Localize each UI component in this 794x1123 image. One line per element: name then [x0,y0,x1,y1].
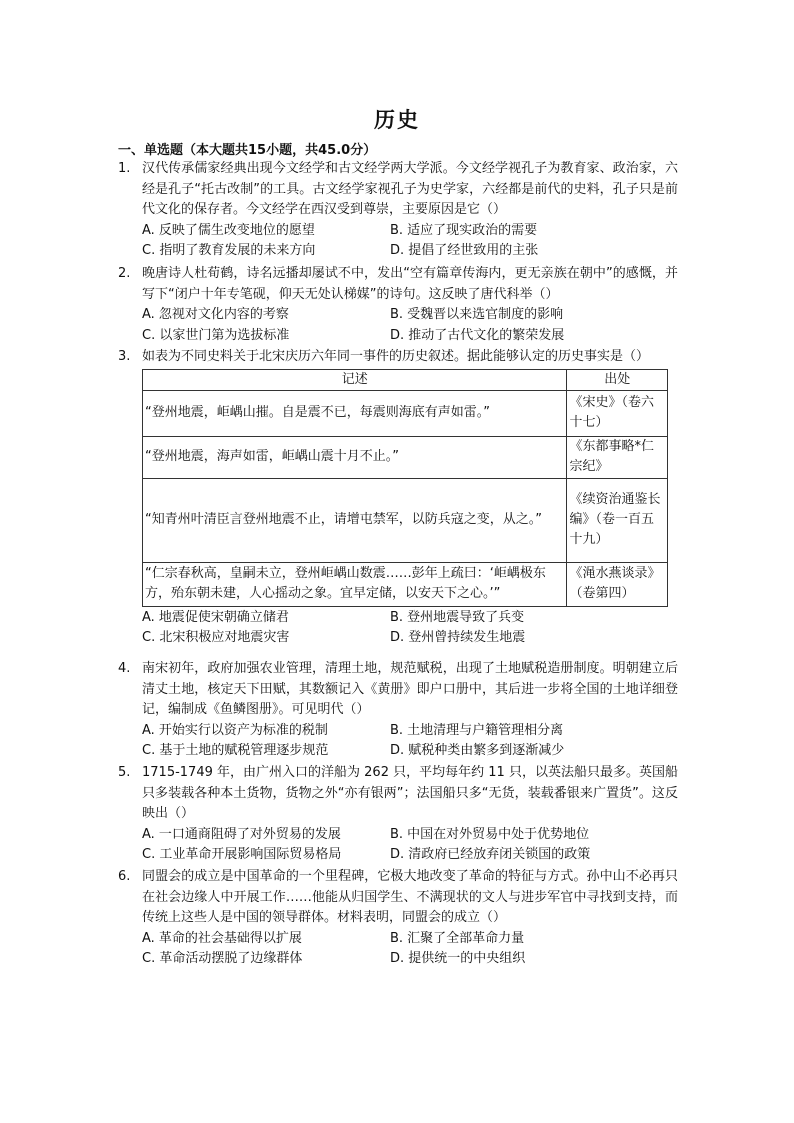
table-cell-source: 《渑水燕谈录》（卷第四） [567,562,668,606]
option-d[interactable]: D. 登州曾持续发生地震 [390,630,526,645]
section-count: 15 [248,143,267,158]
table-header-record: 记述 [143,369,567,390]
option-c[interactable]: C. 革命活动摆脱了边缘群体 [142,951,303,966]
option-list [142,305,678,346]
question-number: 1. [118,161,131,176]
option-b[interactable]: B. 土地清理与户籍管理相分离 [390,722,564,738]
question-stem: 晚唐诗人杜荀鹤，诗名远播却屡试不中，发出“空有篇章传海内，更无亲族在朝中”的感慨，并写下“闭户十年专笔砚，仰天无处认梯媒”的诗句。这反映了唐代科举（） [142,266,678,302]
option-d[interactable]: D. 推动了古代文化的繁荣发展 [390,327,565,343]
table-cell-source: 《续资治通鉴长编》（卷一百五十九） [567,478,668,562]
question-number: 4. [118,661,131,676]
table-cell-record: “登州地震，海声如雷，岠嵎山震十月不止。” [143,436,567,478]
option-c[interactable]: C. 北宋积极应对地震灾害 [142,630,290,645]
question-stem: 1715-1749 年，由广州入口的洋船为 262 只，平均每年约 11 只，以英法船只最多。英国船只多装载各种本土货物，货物之外“亦有银两”；法国船只多“无货，装载番银来广置货”。这反映出（） [142,765,678,821]
option-b[interactable]: B. 受魏晋以来选官制度的影响 [390,307,564,322]
section-mid: 小题，共 [266,143,319,158]
question-stem: 如表为不同史料关于北宋庆历六年同一事件的历史叙述。据此能够认定的历史事实是（） [142,349,650,364]
option-b[interactable]: B. 汇聚了全部革命力量 [390,930,525,946]
option-a[interactable]: A. 一口通商阻碍了对外贸易的发展 [142,826,341,842]
option-b[interactable]: B. 适应了现实政治的需要 [390,222,538,238]
table-row [143,390,668,436]
table-row [143,478,668,562]
table-cell-record: “仁宗春秋高，皇嗣未立，登州岠嵎山数震……彭年上疏曰：‘岠嵎极东方，殆东朝未建，人心摇动之象。宜早定储，以安天下之心。’” [143,562,567,606]
page-title: 历史 [374,107,420,132]
option-c[interactable]: C. 基于土地的赋税管理逐步规范 [142,743,329,758]
option-list [142,221,678,262]
section-end: 分） [350,143,377,158]
table-row [143,436,668,478]
option-b[interactable]: B. 中国在对外贸易中处于优势地位 [390,826,590,842]
question-number: 3. [118,349,131,364]
question-number: 6. [118,869,131,884]
table-cell-source: 《宋史》（卷六十七） [567,390,668,436]
option-c[interactable]: C. 指明了教育发展的未来方向 [142,243,316,258]
question-1 [118,159,678,262]
question-stem: 汉代传承儒家经典出现今文经学和古文经学两大学派。今文经学视孔子为教育家、政治家，六经是孔子“托古改制”的工具。古文经学家视孔子为史学家，六经都是前代的史料，孔子只是前代文化的保存者。今文经学在西汉受到尊崇，主要原因是它（） [142,161,678,217]
question-6 [118,867,678,970]
question-number: 2. [118,266,131,281]
option-c[interactable]: C. 工业革命开展影响国际贸易格局 [142,847,342,862]
option-a[interactable]: A. 反映了儒生改变地位的愿望 [142,222,315,238]
question-4 [118,659,678,762]
option-a[interactable]: A. 地震促使宋朝确立储君 [142,609,289,625]
question-5 [118,763,678,866]
section-heading [118,139,376,158]
option-list [142,721,678,762]
option-list [142,929,678,970]
option-list [142,608,678,649]
option-list [142,825,678,866]
option-a[interactable]: A. 忽视对文化内容的考察 [142,307,289,322]
table-header-row [143,369,668,390]
table-header-source: 出处 [567,369,668,390]
question-3 [118,347,678,649]
option-d[interactable]: D. 清政府已经放弃闭关锁国的政策 [390,847,591,862]
option-c[interactable]: C. 以家世门第为选拔标准 [142,327,290,343]
option-b[interactable]: B. 登州地震导致了兵变 [390,609,525,625]
option-a[interactable]: A. 革命的社会基础得以扩展 [142,930,302,946]
option-d[interactable]: D. 赋税种类由繁多到逐渐减少 [390,743,565,758]
table-cell-source: 《东都事略*仁宗纪》 [567,436,668,478]
option-d[interactable]: D. 提供统一的中央组织 [390,951,526,966]
source-table [142,369,668,607]
question-stem: 南宋初年，政府加强农业管理，清理土地，规范赋税，出现了土地赋税造册制度。明朝建立后清丈土地，核定天下田赋，其数额记入《黄册》即户口册中，其后进一步将全国的土地详细登记，编制成《鱼鳞图册》。可见明代（） [142,661,678,717]
option-d[interactable]: D. 提倡了经世致用的主张 [390,243,539,258]
section-score: 45.0 [318,143,351,158]
question-2 [118,264,678,346]
section-label: 一、单选题（本大题共 [118,143,249,158]
option-a[interactable]: A. 开始实行以资产为标准的税制 [142,722,328,738]
question-number: 5. [118,765,131,780]
question-stem: 同盟会的成立是中国革命的一个里程碑，它极大地改变了革命的特征与方式。孙中山不必再只在社会边缘人中开展工作……他能从归国学生、不满现状的文人与进步军官中寻找到支持，而传统上这些人是中国的领导群体。材料表明，同盟会的成立（） [142,869,678,925]
table-row [143,562,668,606]
table-cell-record: “登州地震，岠嵎山摧。自是震不已，每震则海底有声如雷。” [143,390,567,436]
table-cell-record: “知青州叶清臣言登州地震不止，请增屯禁军，以防兵寇之变，从之。” [143,478,567,562]
